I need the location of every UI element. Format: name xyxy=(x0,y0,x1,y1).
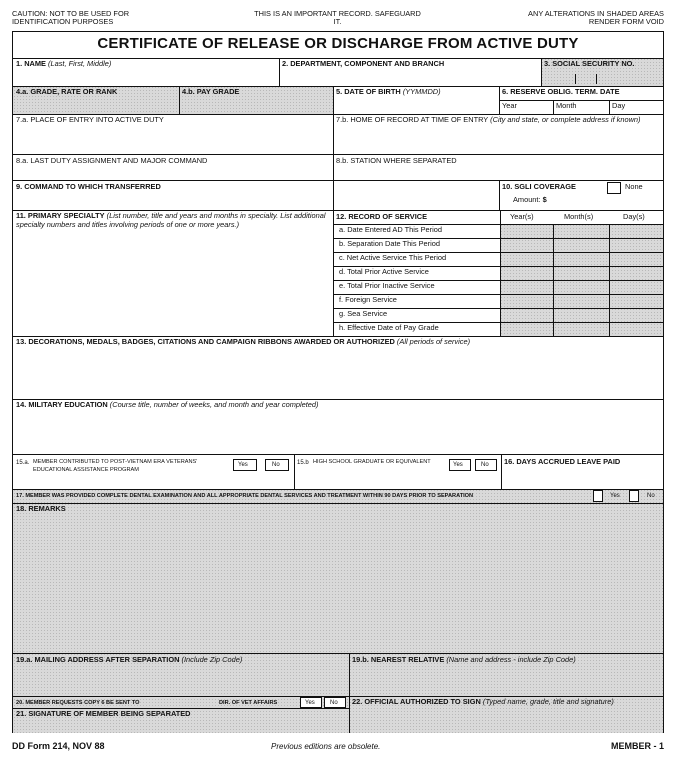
item15a-yes-label: Yes xyxy=(238,462,248,468)
item15b-no-label: No xyxy=(481,462,489,468)
item17-yes-label: Yes xyxy=(610,493,620,499)
record-row-g: g. Sea Service xyxy=(339,309,388,318)
record-row-h: h. Effective Date of Pay Grade xyxy=(339,323,439,332)
item13-decorations-label: 13. DECORATIONS, MEDALS, BADGES, CITATIONS AND CAMPAIGN RIBBONS AWARDED OR AUTHORIZED (All periods of service) xyxy=(16,337,471,346)
item20-yes-label: Yes xyxy=(305,700,315,706)
record-row-d: d. Total Prior Active Service xyxy=(339,267,429,276)
caution-notice: CAUTION: NOT TO BE USED FOR IDENTIFICATION PURPOSES xyxy=(12,9,130,26)
item12-col-months: Month(s) xyxy=(564,212,594,221)
item15b-text: HIGH SCHOOL GRADUATE OR EQUIVALENT xyxy=(313,459,431,465)
sgli-amount-label: Amount: $ xyxy=(513,195,547,204)
item20-no-label: No xyxy=(330,700,338,706)
item8a-last-duty-label: 8.a. LAST DUTY ASSIGNMENT AND MAJOR COMMAND xyxy=(16,156,208,165)
item15a-text: MEMBER CONTRIBUTED TO POST-VIETNAM ERA VETERANS' EDUCATIONAL ASSISTANCE PROGRAM xyxy=(33,459,198,473)
item8b-station-label: 8.b. STATION WHERE SEPARATED xyxy=(336,156,457,165)
item19b-relative-label: 19.b. NEAREST RELATIVE (Name and address - include Zip Code) xyxy=(352,655,576,664)
item4a-grade-label: 4.a. GRADE, RATE OR RANK xyxy=(16,87,118,96)
item11-specialty-label: 11. PRIMARY SPECIALTY (List number, title and years and months in specialty. List additional specialty numbers and titles involving periods of one or more years.) xyxy=(16,211,326,229)
form-frame xyxy=(12,31,664,733)
form-title: CERTIFICATE OF RELEASE OR DISCHARGE FROM ACTIVE DUTY xyxy=(97,35,579,52)
shaded-mailing-address xyxy=(13,653,349,733)
item21-signature-label: 21. SIGNATURE OF MEMBER BEING SEPARATED xyxy=(16,709,191,718)
sgli-none-checkbox[interactable] xyxy=(607,182,621,194)
item12-col-days: Day(s) xyxy=(623,212,645,221)
item6-month: Month xyxy=(556,101,577,110)
item14-education-label: 14. MILITARY EDUCATION (Course title, number of weeks, and month and year completed) xyxy=(16,400,319,409)
record-row-c: c. Net Active Service This Period xyxy=(339,253,447,262)
item1-name-label: 1. NAME (Last, First, Middle) xyxy=(16,59,112,68)
item12-col-years: Year(s) xyxy=(510,212,534,221)
record-row-e: e. Total Prior Inactive Service xyxy=(339,281,435,290)
item15b-num: 15.b xyxy=(297,460,309,466)
obsolete-notice: Previous editions are obsolete. xyxy=(271,742,381,751)
ssn-tick-2 xyxy=(596,74,597,84)
sgli-none-label: None xyxy=(625,182,643,191)
shaded-nearest-relative xyxy=(349,653,663,733)
item6-year: Year xyxy=(502,101,517,110)
item19a-mailing-label: 19.a. MAILING ADDRESS AFTER SEPARATION (Include Zip Code) xyxy=(16,655,243,664)
item7b-home-label: 7.b. HOME OF RECORD AT TIME OF ENTRY (City and state, or complete address if known) xyxy=(336,115,641,124)
copy-designation: MEMBER - 1 xyxy=(610,741,664,751)
item17-yes-box[interactable] xyxy=(593,490,603,502)
item6-day: Day xyxy=(612,101,626,110)
item15a-no-label: No xyxy=(272,462,280,468)
ssn-tick-1 xyxy=(575,74,576,84)
item20-dir-label: DIR. OF VET AFFAIRS xyxy=(219,700,278,706)
item17-dental-label: 17. MEMBER WAS PROVIDED COMPLETE DENTAL EXAMINATION AND ALL APPROPRIATE DENTAL SERVICES AND TREATMENT WITHIN 90 DAYS PRIOR TO SEPARATION xyxy=(16,493,474,499)
important-record-notice: THIS IS AN IMPORTANT RECORD. SAFEGUARD IT. xyxy=(254,9,421,26)
item17-no-box[interactable] xyxy=(629,490,639,502)
form-identifier: DD Form 214, NOV 88 xyxy=(12,741,105,751)
item6-reserve-label: 6. RESERVE OBLIG. TERM. DATE xyxy=(502,87,620,96)
item17-no-label: No xyxy=(647,493,655,499)
item5-dob-label: 5. DATE OF BIRTH (YYMMDD) xyxy=(336,87,441,96)
item15b-yes-label: Yes xyxy=(453,462,463,468)
item15a-num: 15.a. xyxy=(16,460,30,466)
record-row-f: f. Foreign Service xyxy=(339,295,397,304)
item18-remarks-label: 18. REMARKS xyxy=(16,504,66,513)
alterations-notice: ANY ALTERATIONS IN SHADED AREAS RENDER FORM VOID xyxy=(528,9,664,26)
item12-record-label: 12. RECORD OF SERVICE xyxy=(336,212,428,221)
record-row-b: b. Separation Date This Period xyxy=(339,239,440,248)
item22-official-label: 22. OFFICIAL AUTHORIZED TO SIGN (Typed name, grade, title and signature) xyxy=(352,697,614,706)
record-row-a: a. Date Entered AD This Period xyxy=(339,225,442,234)
item20-copy-request-label: 20. MEMBER REQUESTS COPY 6 BE SENT TO xyxy=(16,700,140,706)
item10-sgli-label: 10. SGLI COVERAGE xyxy=(502,182,576,191)
item9-command-label: 9. COMMAND TO WHICH TRANSFERRED xyxy=(16,182,161,191)
item4b-pay-grade-label: 4.b. PAY GRADE xyxy=(182,87,240,96)
item3-ssn-label: 3. SOCIAL SECURITY NO. xyxy=(544,59,635,68)
item7a-entry-label: 7.a. PLACE OF ENTRY INTO ACTIVE DUTY xyxy=(16,115,164,124)
shaded-remarks xyxy=(13,503,663,653)
item16-leave-label: 16. DAYS ACCRUED LEAVE PAID xyxy=(504,457,621,466)
item2-department-label-text: 2. DEPARTMENT, COMPONENT AND BRANCH xyxy=(282,59,445,68)
